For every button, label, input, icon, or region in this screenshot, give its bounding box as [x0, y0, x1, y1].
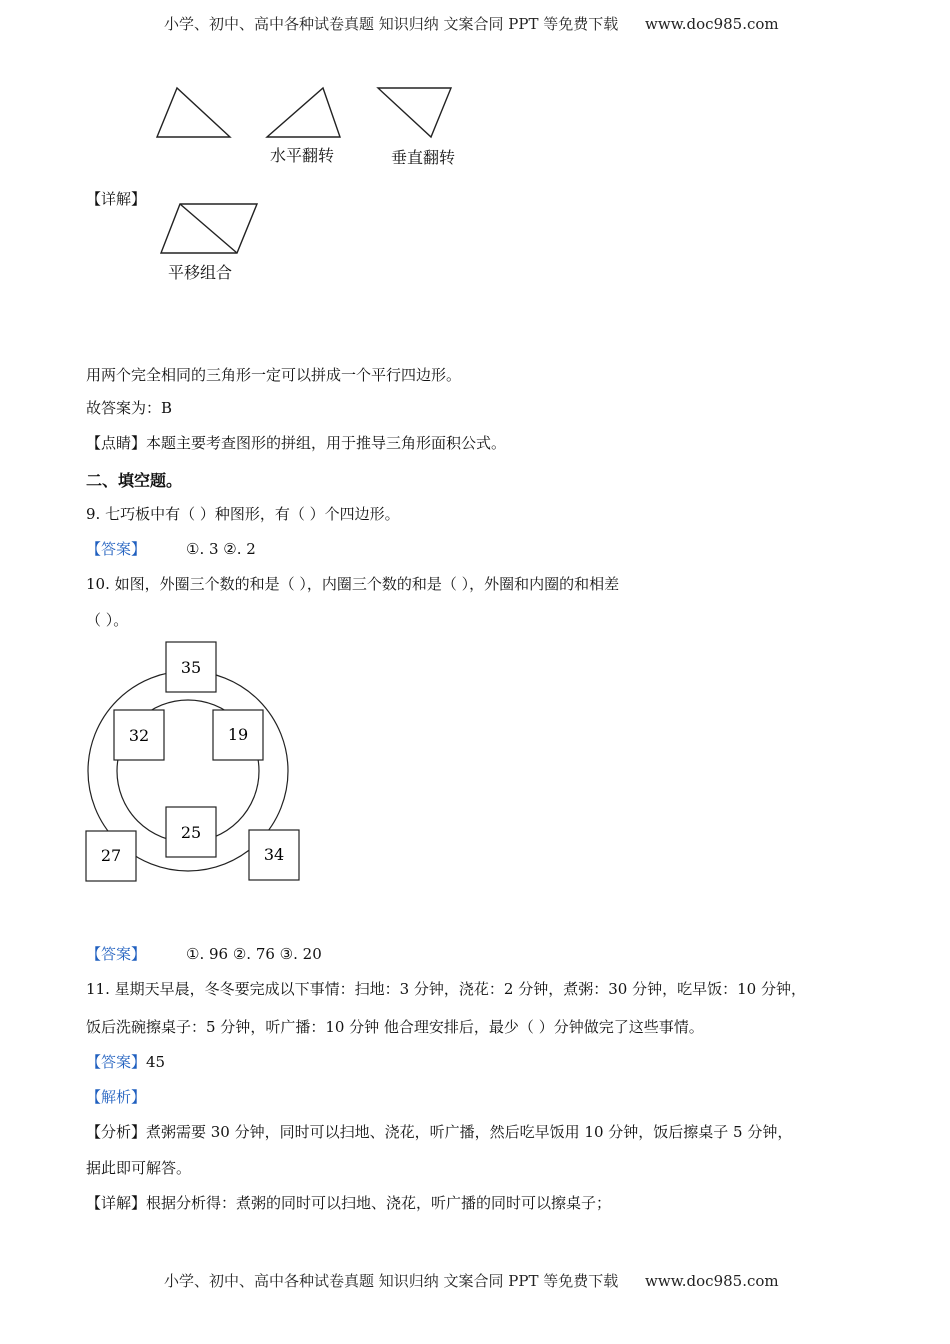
num-inner-left: 32: [128, 726, 150, 745]
explanation-line-2: 故答案为：B: [86, 399, 173, 417]
num-top: 35: [180, 658, 202, 677]
vertical-flip-label: 垂直翻转: [391, 148, 456, 167]
num-outer-left: 27: [100, 846, 122, 865]
section-title: 二、填空题。: [86, 471, 183, 490]
q9-answer-tag: 【答案】: [86, 540, 147, 558]
footer-text: 小学、初中、高中各种试卷真题 知识归纳 文案合同 PPT 等免费下载: [164, 1272, 619, 1290]
q10-answer-tag: 【答案】: [86, 945, 147, 963]
header-text: 小学、初中、高中各种试卷真题 知识归纳 文案合同 PPT 等免费下载: [164, 15, 619, 33]
page-header: [164, 13, 779, 34]
q10-question-line-2: （ ）。: [86, 611, 129, 629]
q11-analysis-line-1: 【分析】煮粥需要 30 分钟，同时可以扫地、浇花，听广播，然后吃早饭用 10 分钟，饭后擦桌子 5 分钟，: [86, 1123, 793, 1141]
horizontal-flip-label: 水平翻转: [270, 146, 335, 165]
number-circle-figure: [84, 640, 304, 886]
translation-combo-label: 平移组合: [168, 263, 233, 282]
parallelogram-diagonal: [180, 204, 237, 253]
q10-answer: ①. 96 ②. 76 ③. 20: [186, 945, 322, 963]
num-outer-right: 34: [263, 845, 285, 864]
q11-answer-tag: 【答案】: [86, 1053, 147, 1071]
explanation-line-3: 【点睛】本题主要考查图形的拼组，用于推导三角形面积公式。: [86, 434, 507, 452]
num-inner-right: 19: [227, 725, 249, 744]
explanation-line-1: 用两个完全相同的三角形一定可以拼成一个平行四边形。: [86, 366, 462, 384]
q11-detail: 【详解】根据分析得：煮粥的同时可以扫地、浇花，听广播的同时可以擦桌子；: [86, 1194, 612, 1212]
q11-answer-line: [86, 1052, 165, 1072]
parallelogram-figure: [158, 200, 262, 258]
original-triangle: [157, 88, 230, 137]
num-inner-bottom: 25: [180, 823, 202, 842]
header-url[interactable]: www.doc985.com: [645, 15, 779, 33]
q11-analysis-tag: 【解析】: [86, 1088, 147, 1106]
q11-analysis-line-2: 据此即可解答。: [86, 1159, 192, 1177]
detail-tag: 【详解】: [86, 190, 147, 208]
q11-question-line-1: 11. 星期天早晨，冬冬要完成以下事情：扫地：3 分钟，浇花：2 分钟，煮粥：30 分钟，吃早饭：10 分钟，: [86, 980, 806, 998]
q11-answer: 45: [146, 1053, 166, 1071]
horizontal-flip-triangle: [267, 88, 340, 137]
q11-question-line-2: 饭后洗碗擦桌子：5 分钟，听广播：10 分钟 他合理安排后，最少（ ）分钟做完了这些事情。: [86, 1018, 704, 1036]
footer-url[interactable]: www.doc985.com: [645, 1272, 779, 1290]
vertical-flip-triangle: [378, 88, 451, 137]
q9-answer: ①. 3 ②. 2: [186, 540, 256, 558]
q10-question-line-1: 10. 如图，外圈三个数的和是（ ），内圈三个数的和是（ ），外圈和内圈的和相差: [86, 575, 620, 593]
page-footer: [164, 1270, 779, 1291]
q9-question: 9. 七巧板中有（ ）种图形，有（ ）个四边形。: [86, 505, 400, 523]
